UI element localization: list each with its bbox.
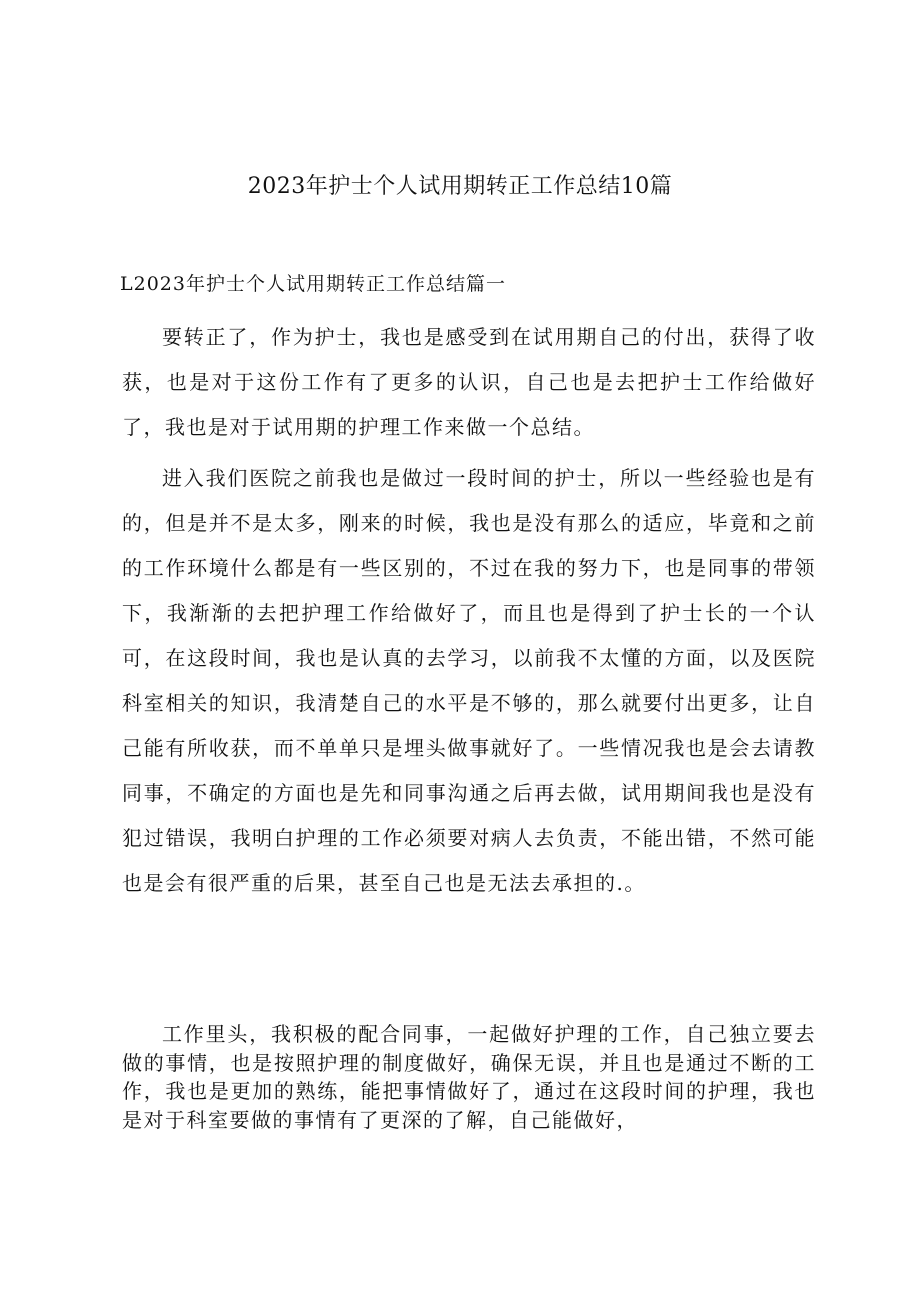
paragraph-3: 工作里头，我积极的配合同事，一起做好护理的工作，自己独立要去做的事情，也是按照护理的制度做好，确保无误，并且也是通过不断的工作，我也是更加的熟练，能把事情做好了，通过在这段时间的护理，我也是对于科室要做的事情有了更深的了解，自己能做好， bbox=[122, 1022, 816, 1132]
paragraph-2: 进入我们医院之前我也是做过一段时间的护士，所以一些经验也是有的，但是并不是太多，刚来的时候，我也是没有那么的适应，毕竟和之前的工作环境什么都是有一些区别的，不过在我的努力下，也是同事的带领下，我渐渐的去把护理工作给做好了，而且也是得到了护士长的一个认可，在这段时间，我也是认真的去学习，以前我不太懂的方面，以及医院科室相关的知识，我清楚自己的水平是不够的，那么就要付出更多，让自己能有所收获，而不单单只是埋头做事就好了。一些情况我也是会去请教同事，不确定的方面也是先和同事沟通之后再去做，试用期间我也是没有犯过错误，我明白护理的工作必须要对病人去负责，不能出错，不然可能也是会有很严重的后果，甚至自己也是无法去承担的.。 bbox=[122, 466, 816, 895]
document-title: 2023年护士个人试用期转正工作总结10篇 bbox=[247, 174, 673, 199]
paragraph-1: 要转正了，作为护士，我也是感受到在试用期自己的付出，获得了收获，也是对于这份工作有了更多的认识，自己也是去把护士工作给做好了，我也是对于试用期的护理工作来做一个总结。 bbox=[122, 325, 816, 439]
section-heading: L2023年护士个人试用期转正工作总结篇一 bbox=[120, 273, 506, 295]
